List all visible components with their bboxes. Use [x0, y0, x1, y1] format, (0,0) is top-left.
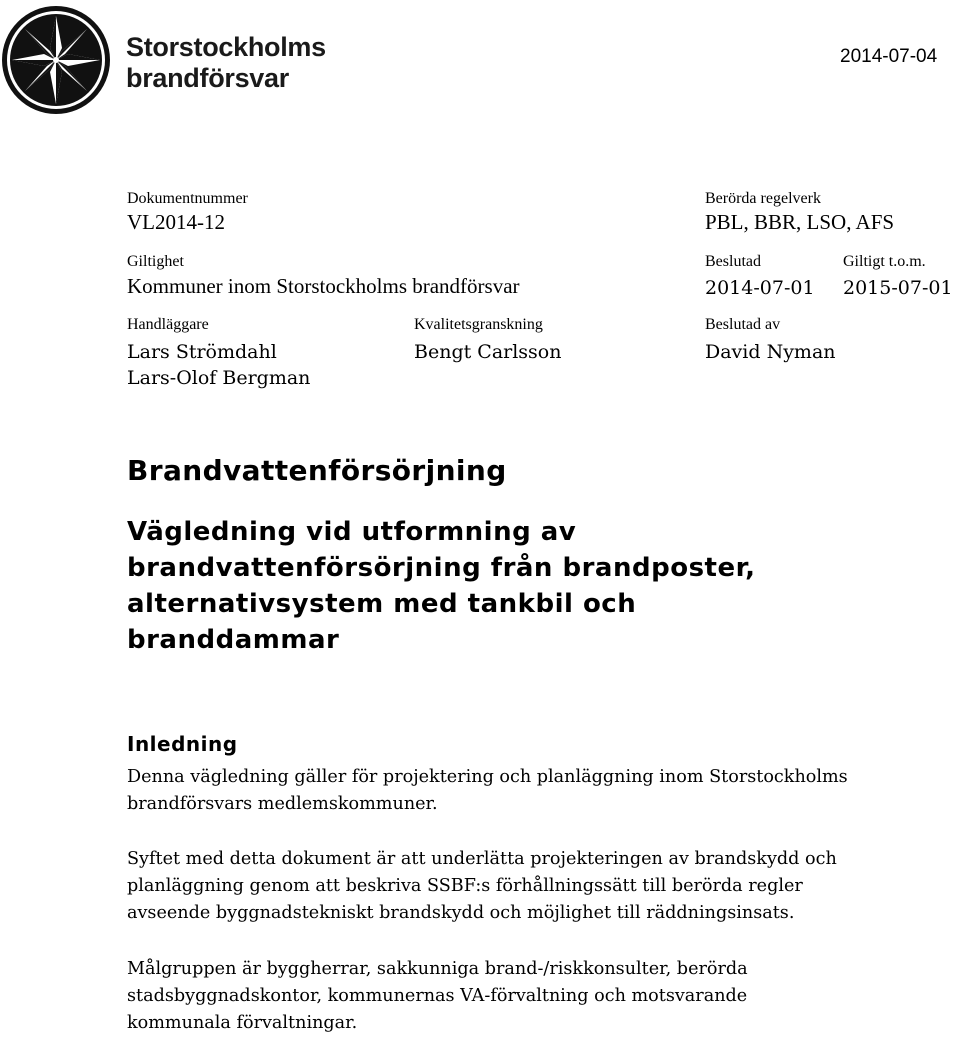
- paragraph-purpose: [127, 846, 927, 927]
- quality-reviewer: Bengt Carlsson: [414, 341, 562, 363]
- valid-until-date: 2015-07-01: [843, 277, 953, 299]
- regulations: PBL, BBR, LSO, AFS: [705, 210, 895, 234]
- decided-by: David Nyman: [705, 341, 836, 363]
- document-title: Brandvattenförsörjning: [127, 454, 507, 487]
- handler-1: Lars Strömdahl: [127, 341, 277, 363]
- compass-star-emblem-icon: [0, 4, 112, 116]
- subtitle-line: branddammar: [127, 625, 340, 655]
- quality-review-label: Kvalitetsgranskning: [414, 316, 543, 333]
- handlers-label: Handläggare: [127, 316, 209, 333]
- paragraph-line: brandförsvars medlemskommuner.: [127, 794, 438, 814]
- paragraph-line: stadsbyggnadskontor, kommunernas VA-förvaltning och motsvarande: [127, 986, 748, 1006]
- subtitle-line: alternativsystem med tankbil och: [127, 589, 637, 619]
- subtitle-line: Vägledning vid utformning av: [127, 517, 577, 547]
- org-name: [126, 32, 326, 94]
- document-number-label: Dokumentnummer: [127, 190, 248, 207]
- paragraph-scope: [127, 764, 927, 818]
- decided-by-label: Beslutad av: [705, 316, 781, 333]
- document-subtitle: [127, 514, 847, 658]
- paragraph-line: avseende byggnadstekniskt brandskydd och möjlighet till räddningsinsats.: [127, 903, 795, 923]
- paragraph-audience: [127, 956, 927, 1037]
- handler-2: Lars-Olof Bergman: [127, 367, 311, 389]
- paragraph-line: Denna vägledning gäller för projektering och planläggning inom Storstockholms: [127, 767, 848, 787]
- document-date: 2014-07-04: [840, 46, 938, 67]
- org-name-line2: brandförsvar: [126, 63, 289, 93]
- section-heading: Inledning: [127, 732, 238, 756]
- decided-date: 2014-07-01: [705, 277, 815, 299]
- regulations-label: Berörda regelverk: [705, 190, 821, 207]
- decided-label: Beslutad: [705, 253, 761, 270]
- subtitle-line: brandvattenförsörjning från brandposter,: [127, 553, 756, 583]
- paragraph-line: kommunala förvaltningar.: [127, 1013, 358, 1033]
- paragraph-line: Syftet med detta dokument är att underlätta projekteringen av brandskydd och: [127, 849, 837, 869]
- paragraph-line: planläggning genom att beskriva SSBF:s förhållningssätt till berörda regler: [127, 876, 803, 896]
- org-name-line1: Storstockholms: [126, 32, 326, 62]
- valid-until-label: Giltigt t.o.m.: [843, 253, 926, 270]
- document-number: VL2014-12: [127, 210, 225, 234]
- validity-label: Giltighet: [127, 253, 184, 270]
- paragraph-line: Målgruppen är byggherrar, sakkunniga brand-/riskkonsulter, berörda: [127, 959, 748, 979]
- validity: Kommuner inom Storstockholms brandförsvar: [127, 274, 520, 298]
